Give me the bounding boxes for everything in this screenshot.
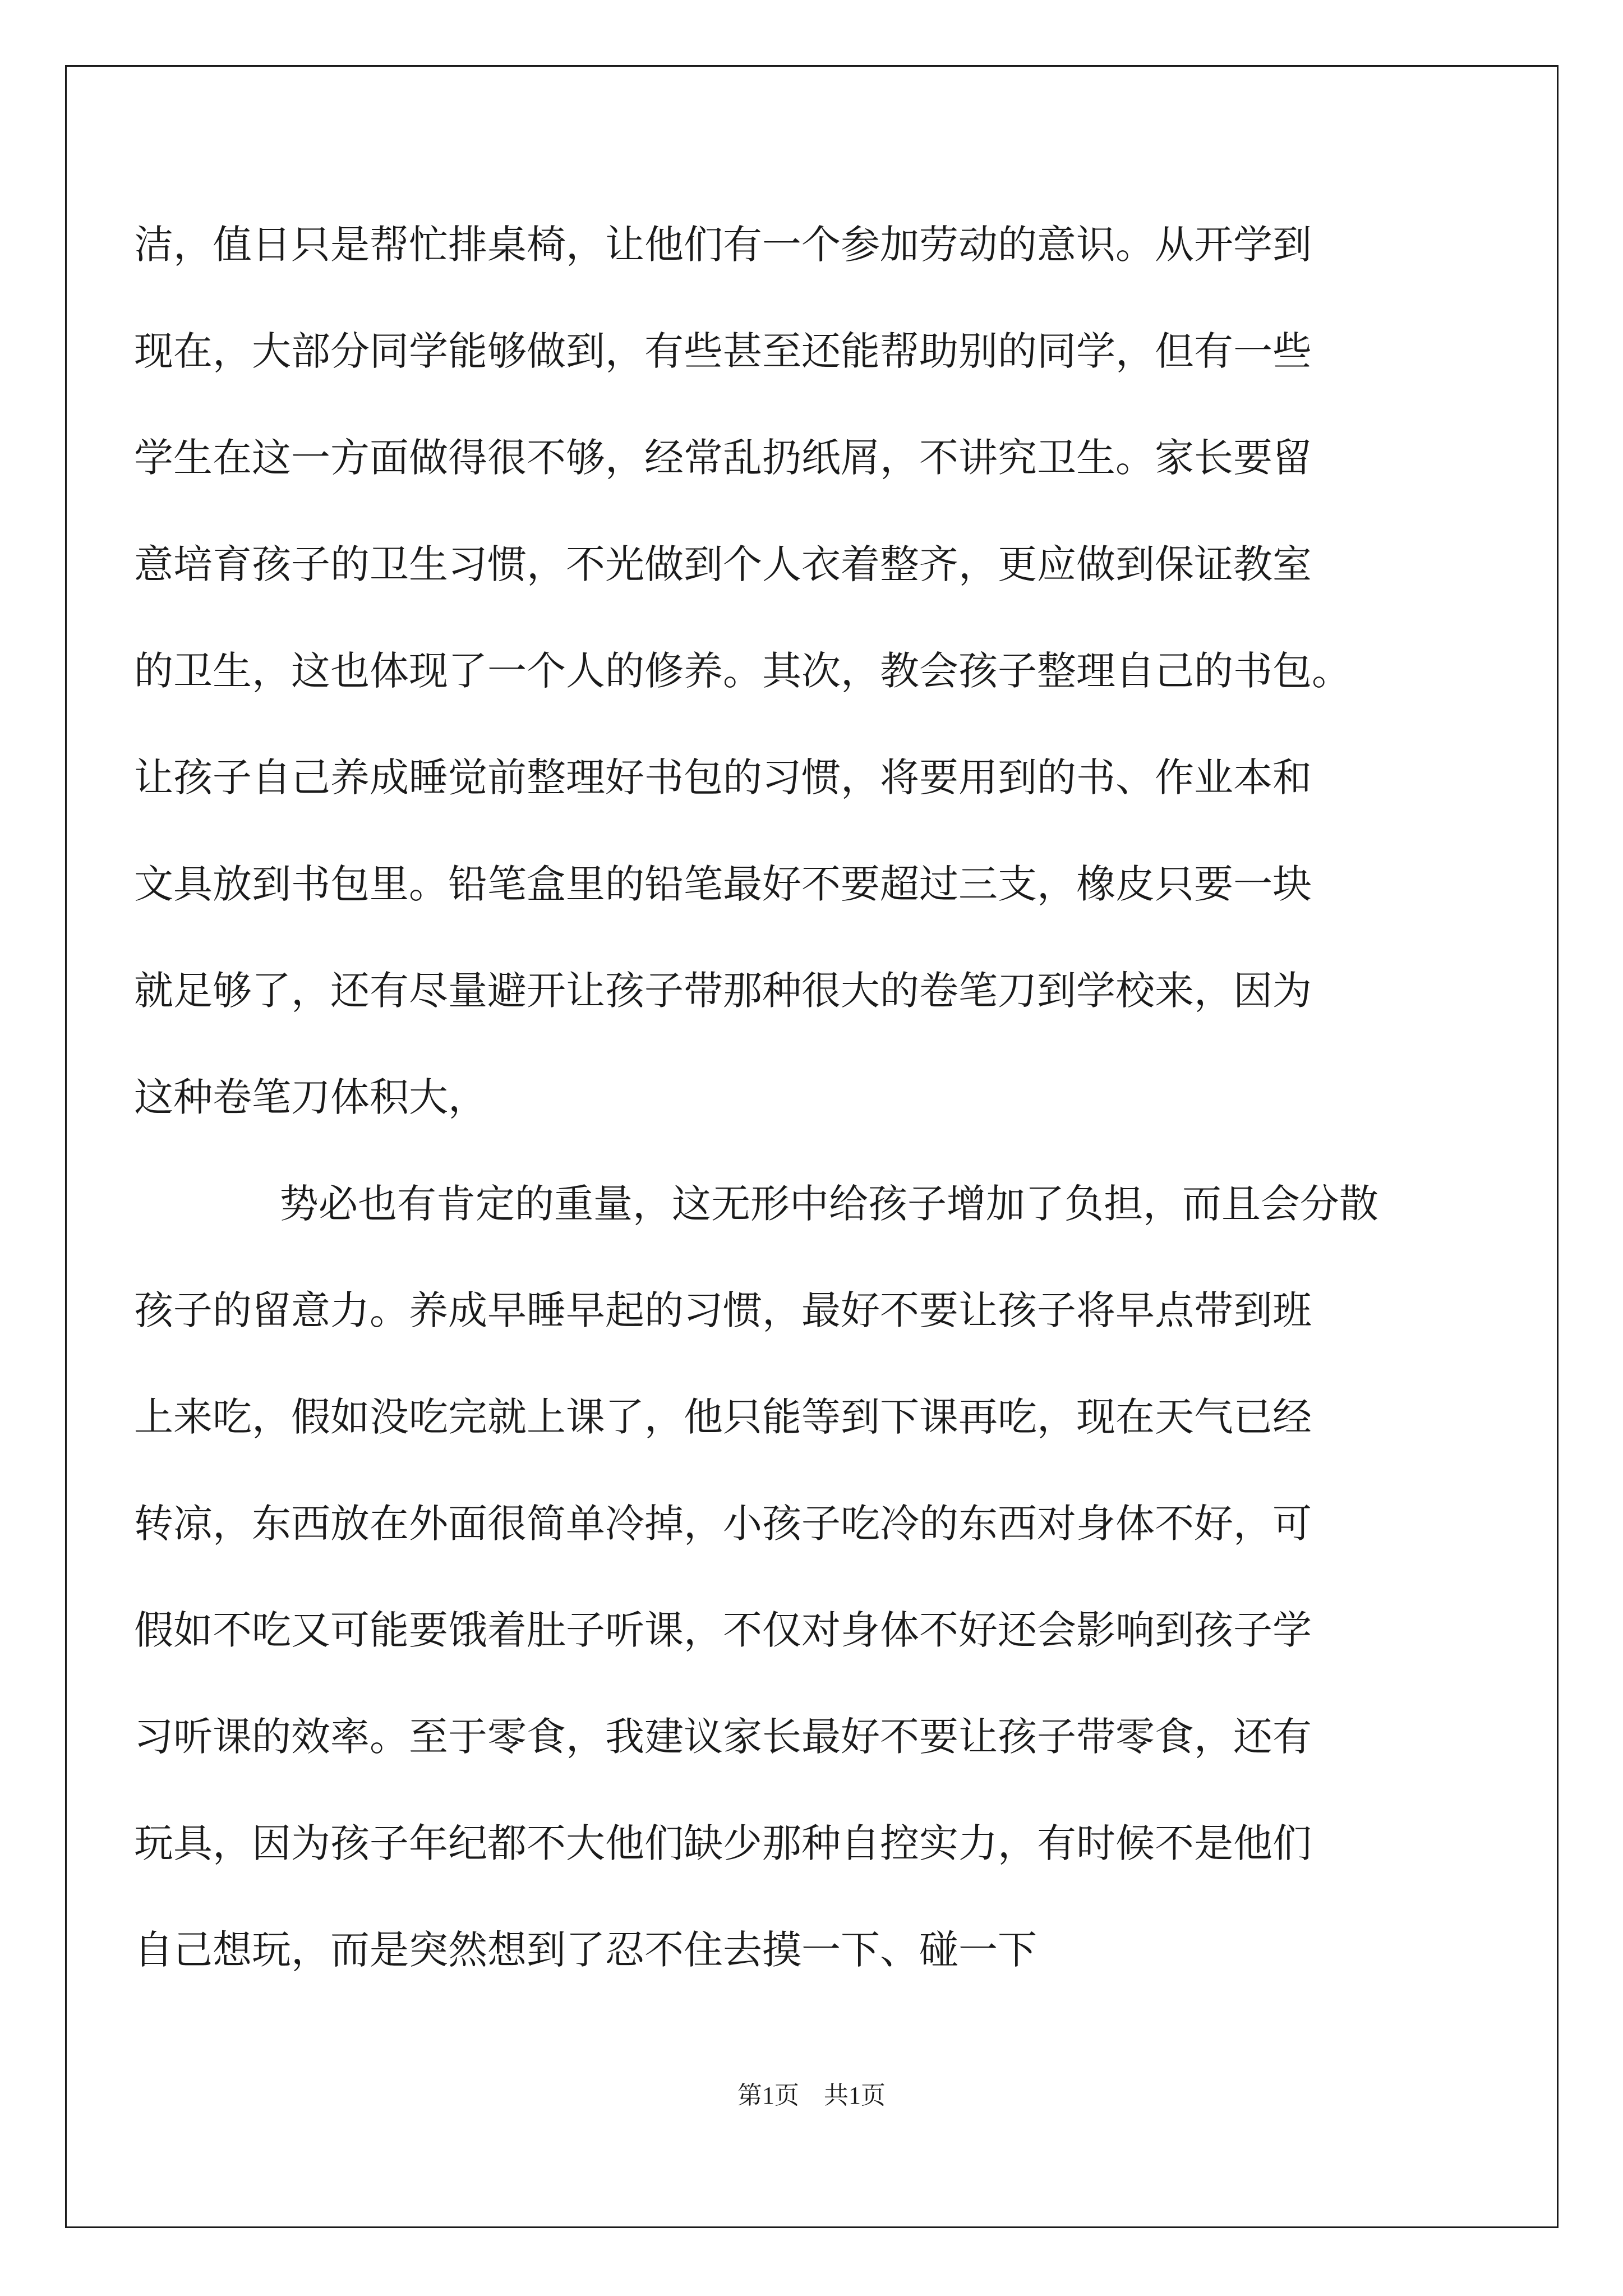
paragraph-1-line-1: 洁，值日只是帮忙排桌椅，让他们有一个参加劳动的意识。从开学到 <box>134 222 1312 268</box>
paragraph-1-line-6: 让孩子自己养成睡觉前整理好书包的习惯，将要用到的书、作业本和 <box>134 754 1312 800</box>
paragraph-2-line-7: 玩具，因为孩子年纪都不大他们缺少那种自控实力，有时候不是他们 <box>134 1820 1312 1866</box>
paragraph-1-line-2: 现在，大部分同学能够做到，有些甚至还能帮助别的同学，但有一些 <box>134 328 1312 374</box>
paragraph-1-line-3: 学生在这一方面做得很不够，经常乱扔纸屑，不讲究卫生。家长要留 <box>134 435 1312 481</box>
paragraph-2-line-2: 孩子的留意力。养成早睡早起的习惯，最好不要让孩子将早点带到班 <box>134 1287 1312 1333</box>
paragraph-2-line-5: 假如不吃又可能要饿着肚子听课，不仅对身体不好还会影响到孩子学 <box>134 1607 1312 1653</box>
page-number-footer: 第1页 共1页 <box>737 2082 886 2109</box>
paragraph-1-line-9: 这种卷笔刀体积大， <box>134 1074 487 1120</box>
paragraph-2-line-8: 自己想玩，而是突然想到了忍不住去摸一下、碰一下 <box>134 1927 1037 1973</box>
paragraph-2-line-4: 转凉，东西放在外面很简单冷掉，小孩子吃冷的东西对身体不好，可 <box>134 1501 1312 1547</box>
paragraph-2-line-6: 习听课的效率。至于零食，我建议家长最好不要让孩子带零食，还有 <box>134 1714 1312 1760</box>
paragraph-2-line-1: 势必也有肯定的重量，这无形中给孩子增加了负担，而且会分散 <box>279 1181 1378 1227</box>
paragraph-1-line-4: 意培育孩子的卫生习惯，不光做到个人衣着整齐，更应做到保证教室 <box>134 541 1312 587</box>
paragraph-1-line-8: 就足够了，还有尽量避开让孩子带那种很大的卷笔刀到学校来，因为 <box>134 968 1312 1014</box>
paragraph-2-line-3: 上来吃，假如没吃完就上课了，他只能等到下课再吃，现在天气已经 <box>134 1394 1312 1440</box>
paragraph-1-line-5: 的卫生，这也体现了一个人的修养。其次，教会孩子整理自己的书包。 <box>134 648 1351 694</box>
page-border <box>65 65 1559 2228</box>
paragraph-1-line-7: 文具放到书包里。铅笔盒里的铅笔最好不要超过三支，橡皮只要一块 <box>134 861 1312 907</box>
